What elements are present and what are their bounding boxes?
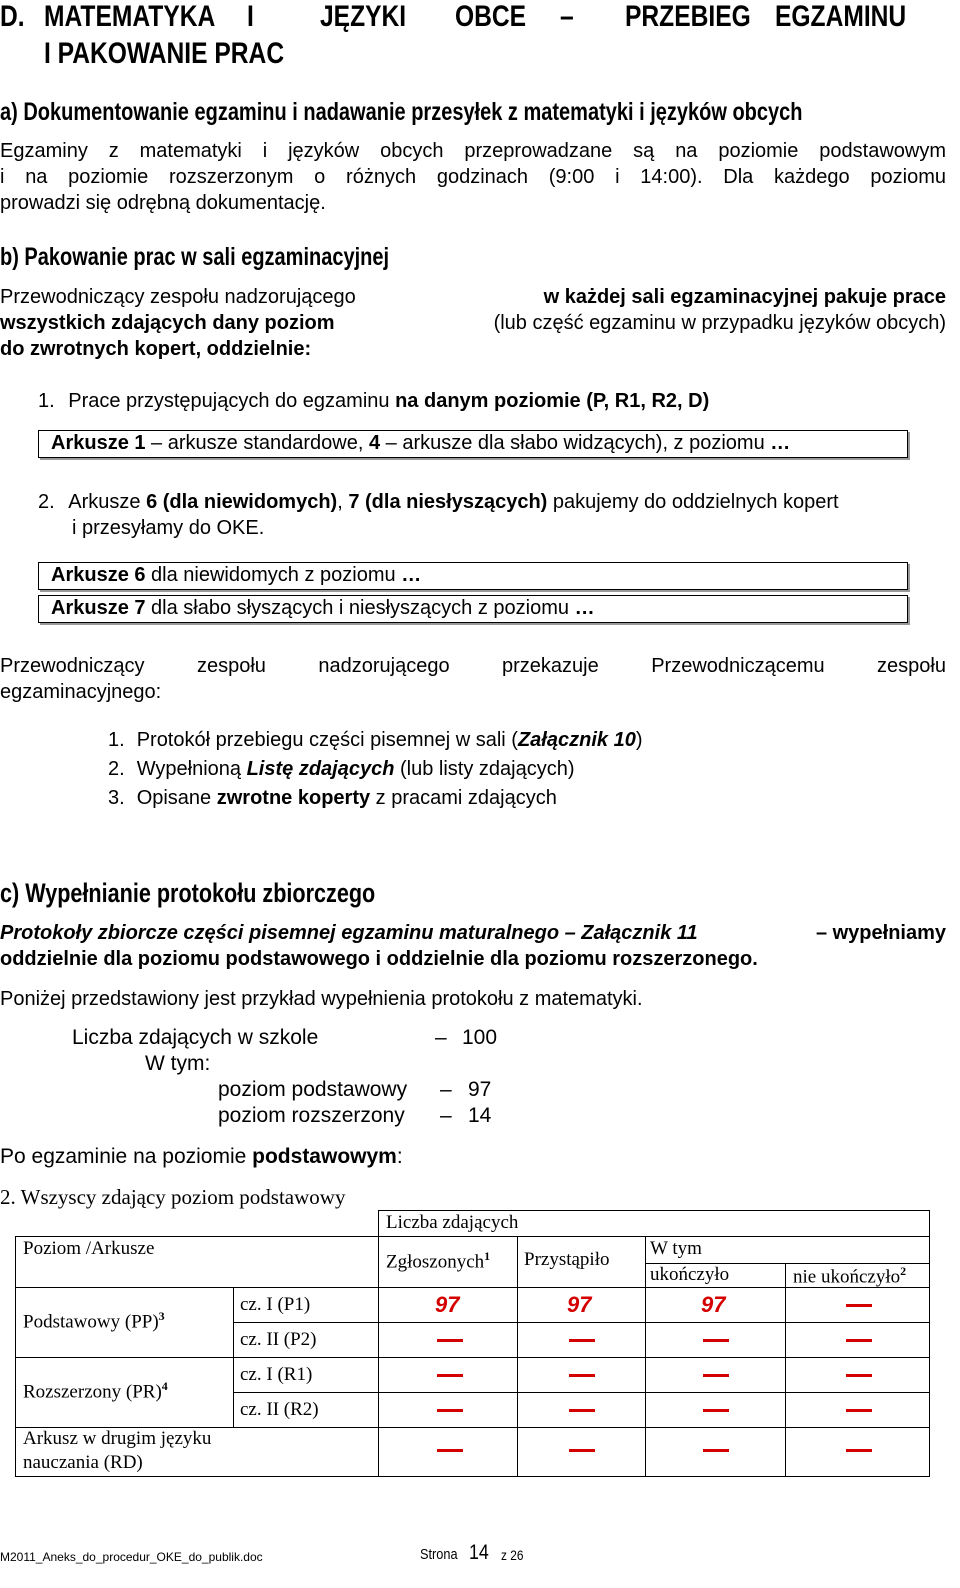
header-wtym: W tym	[650, 1238, 702, 1259]
table-caption: 2. Wszyscy zdający poziom podstawowy	[0, 1185, 346, 1209]
empty-cell-dash	[703, 1409, 729, 1412]
title-word: OBCE	[455, 0, 527, 33]
empty-cell-dash	[846, 1304, 872, 1307]
text: (lub część egzaminu w przypadku języków obcych)	[493, 312, 946, 334]
pr-label: poziom rozszerzony	[218, 1104, 405, 1127]
row-label-rd: nauczania (RD)	[23, 1452, 143, 1473]
para-line: Poniżej przedstawiony jest przykład wypełnienia protokołu z matematyki.	[0, 988, 643, 1010]
text-bold: 6 (dla niewidomych)	[146, 491, 338, 513]
empty-cell-dash	[569, 1339, 595, 1342]
section-b-heading: b) Pakowanie prac w sali egzaminacyjnej	[0, 243, 390, 271]
text-bold: zwrotne koperty	[216, 787, 371, 809]
title-word: JĘZYKI	[320, 0, 407, 33]
footer-strona: Strona	[420, 1546, 458, 1563]
title-word: –	[560, 0, 574, 33]
cell-value: 97	[567, 1292, 592, 1317]
footer-total: z 26	[501, 1547, 524, 1563]
text-bold: 7 (dla niesłyszących)	[348, 491, 548, 513]
list-number: 2.	[38, 491, 55, 513]
text: Opisane	[136, 787, 217, 809]
text: Wypełnioną	[136, 758, 247, 780]
row-label-rd: Arkusz w drugim języku	[23, 1428, 212, 1449]
text-bold: podstawowym	[252, 1145, 397, 1168]
header-poziom: Poziom /Arkusze	[23, 1238, 155, 1259]
header-zgloszonych: Zgłoszonych$^1$	[386, 1249, 491, 1273]
text: z pracami zdających	[370, 787, 557, 809]
part-label: cz. II (R2)	[240, 1399, 319, 1420]
header-ukonczylo: ukończyło	[650, 1264, 730, 1285]
text-bold: Arkusze 6	[51, 564, 146, 586]
empty-cell-dash	[846, 1374, 872, 1377]
text: (lub listy zdających)	[394, 758, 575, 780]
list-item	[38, 390, 709, 413]
info-box	[38, 430, 908, 458]
pp-label: poziom podstawowy	[218, 1078, 408, 1101]
footer-filename: M2011_Aneks_do_procedur_OKE_do_publik.doc	[0, 1550, 263, 1564]
empty-cell-dash	[569, 1409, 595, 1412]
empty-cell-dash	[703, 1449, 729, 1452]
text: – arkusze standardowe,	[145, 432, 369, 454]
text-bold: Arkusze 7	[51, 597, 146, 619]
text-bold: …	[401, 564, 422, 586]
pr-dash: –	[440, 1104, 452, 1127]
info-box	[38, 595, 908, 623]
text: i przesyłamy do OKE.	[72, 517, 265, 539]
para-line: Egzaminy z matematyki i języków obcych przeprowadzane są na poziomie podstawowym	[0, 140, 946, 162]
text-bold: – wypełniamy	[815, 922, 946, 944]
para-line	[0, 286, 946, 309]
part-label: cz. II (P2)	[240, 1329, 317, 1350]
text: pakujemy do oddzielnych kopert	[547, 491, 839, 513]
empty-cell-dash	[569, 1449, 595, 1452]
list-number: 2.	[108, 758, 125, 780]
text-bold: oddzielnie dla poziomu podstawowego i oddzielnie dla poziomu rozszerzonego.	[0, 948, 758, 970]
cell-value: 97	[435, 1292, 460, 1317]
count-label: Liczba zdających w szkole	[72, 1026, 319, 1049]
empty-cell-dash	[703, 1339, 729, 1342]
count-value: 100	[462, 1026, 498, 1049]
para-line: prowadzi się odrębną dokumentację.	[0, 192, 326, 214]
para-line	[0, 312, 946, 335]
empty-cell-dash	[846, 1409, 872, 1412]
info-box	[38, 562, 908, 590]
row-label-pp: Podstawowy (PP)$^3$	[23, 1309, 165, 1333]
list-number: 1.	[38, 390, 55, 412]
row-label-pr: Rozszerzony (PR)$^4$	[23, 1379, 168, 1403]
list-number: 1.	[108, 729, 125, 751]
text: Prace przystępujących do egzaminu	[68, 390, 390, 412]
text-bold: do zwrotnych kopert, oddzielnie:	[0, 338, 312, 360]
text: :	[396, 1145, 403, 1168]
title-word: PRZEBIEG	[625, 0, 751, 33]
pp-dash: –	[440, 1078, 452, 1101]
section-c-heading: c) Wypełnianie protokołu zbiorczego	[0, 878, 376, 908]
text-bold: …	[770, 432, 791, 454]
text: Po egzaminie na poziomie	[0, 1145, 253, 1168]
para-line: i na poziomie rozszerzonym o różnych godzinach (9:00 i 14:00). Dla każdego poziomu	[0, 166, 946, 188]
title-word: D.	[0, 0, 25, 33]
title-word: I	[247, 0, 254, 33]
text: dla niewidomych z poziomu	[145, 564, 402, 586]
para-line	[0, 922, 946, 945]
para-line	[0, 1145, 403, 1169]
empty-cell-dash	[437, 1339, 463, 1342]
footer-page-number: 14	[469, 1541, 489, 1564]
text-bold: w każdej sali egzaminacyjnej pakuje prace	[543, 286, 946, 308]
pp-value: 97	[468, 1078, 492, 1101]
part-label: cz. I (P1)	[240, 1294, 311, 1315]
title-line2: I PAKOWANIE PRAC	[44, 37, 285, 70]
empty-cell-dash	[569, 1374, 595, 1377]
title-word: EGZAMINU	[775, 0, 907, 33]
list-item	[108, 729, 642, 752]
title-word: MATEMATYKA	[44, 0, 216, 33]
text-bold: 4	[368, 432, 381, 454]
text-bold: …	[574, 597, 595, 619]
empty-cell-dash	[437, 1409, 463, 1412]
part-label: cz. I (R1)	[240, 1364, 313, 1385]
section-a-heading: a) Dokumentowanie egzaminu i nadawanie przesyłek z matematyki i języków obcych	[0, 98, 803, 126]
empty-cell-dash	[846, 1449, 872, 1452]
wtym-label: W tym:	[145, 1052, 211, 1075]
text-bold: wszystkich zdających dany poziom	[0, 312, 335, 334]
header-liczba: Liczba zdających	[386, 1212, 519, 1233]
text: – arkusze dla słabo widzących), z poziomu	[380, 432, 771, 454]
text-bold-italic: Listę zdających	[246, 758, 395, 780]
empty-cell-dash	[437, 1374, 463, 1377]
list-number: 3.	[108, 787, 125, 809]
text: )	[635, 729, 643, 751]
list-item	[108, 758, 574, 781]
text: ,	[337, 491, 349, 513]
text-bold-italic: Protokoły zbiorcze części pisemnej egzaminu maturalnego – Załącznik 11	[0, 922, 698, 944]
text: Przewodniczący zespołu nadzorującego	[0, 286, 356, 308]
text: Arkusze	[68, 491, 147, 513]
list-item	[38, 491, 839, 514]
empty-cell-dash	[703, 1374, 729, 1377]
count-dash: –	[435, 1026, 447, 1049]
text-bold: na danym poziomie (P, R1, R2, D)	[395, 390, 710, 412]
empty-cell-dash	[846, 1339, 872, 1342]
text: dla słabo słyszących i niesłyszących z poziomu	[145, 597, 575, 619]
para-line: egzaminacyjnego:	[0, 681, 162, 703]
text: Protokół przebiegu części pisemnej w sali (	[136, 729, 518, 751]
header-przystapilo: Przystąpiło	[524, 1249, 610, 1270]
text-bold: Arkusze 1	[51, 432, 146, 454]
pr-value: 14	[468, 1104, 492, 1127]
empty-cell-dash	[437, 1449, 463, 1452]
list-item	[108, 787, 557, 810]
para-line: Przewodniczący zespołu nadzorującego przekazuje Przewodniczącemu zespołu	[0, 655, 946, 677]
header-nieukonczylo: nie ukończyło$^2$	[793, 1264, 907, 1288]
cell-value: 97	[701, 1292, 726, 1317]
text-bold-italic: Załącznik 10	[517, 729, 636, 751]
